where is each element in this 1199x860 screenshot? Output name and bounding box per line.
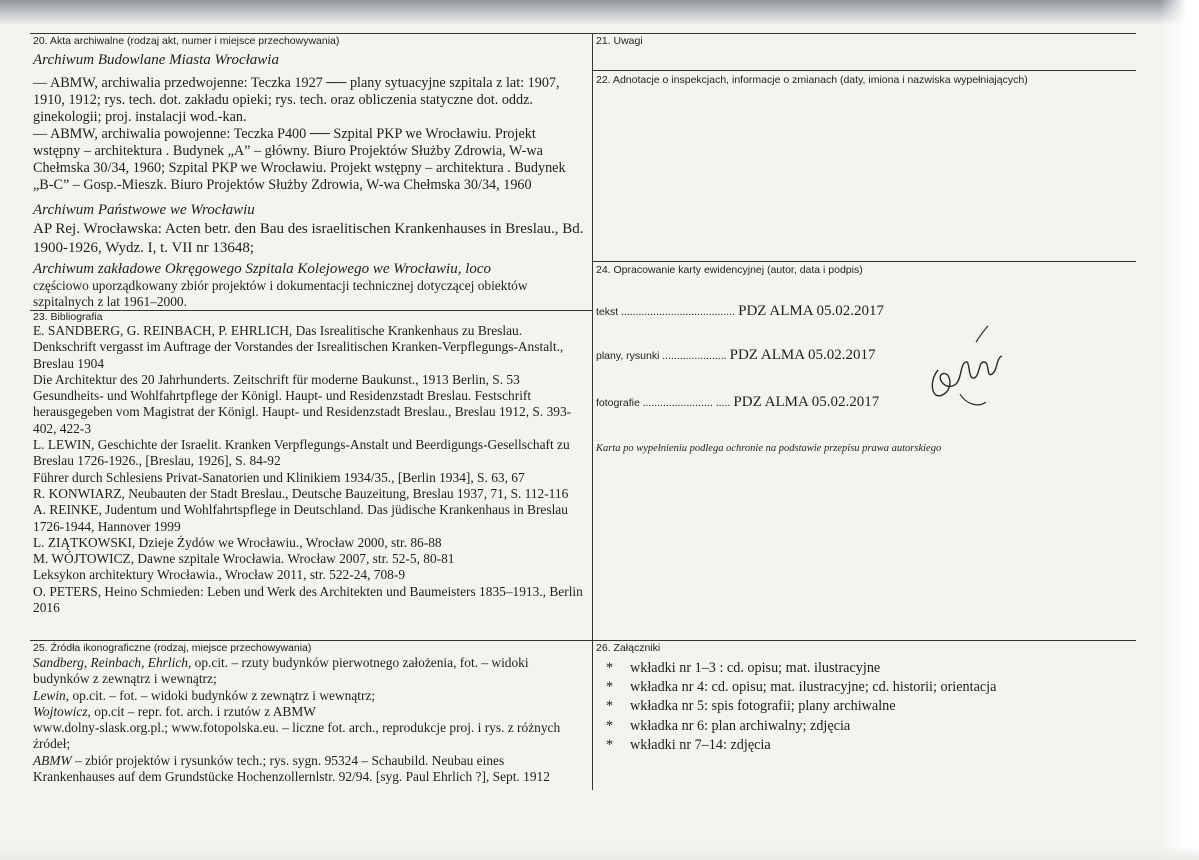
attachment-item: * wkładki nr 7–14: zdjęcia	[606, 736, 996, 755]
rule-right-22	[592, 70, 1136, 71]
archive1-text	[33, 75, 585, 194]
bibliography-list	[33, 323, 588, 616]
rule-right-24	[592, 261, 1136, 262]
section-25-header: 25. Źródła ikonograficzne (rodzaj, miejsce przechowywania)	[33, 642, 312, 654]
bullet-icon: *	[606, 698, 614, 715]
form-row-text	[596, 303, 884, 320]
form-row-dots: .......................................	[618, 307, 739, 318]
section-26-header: 26. Załączniki	[596, 642, 661, 654]
bullet-icon: *	[606, 717, 614, 734]
attachment-item: * wkładka nr 6: plan archiwalny; zdjęcia	[606, 717, 996, 736]
form-row-dots: ......................	[659, 351, 730, 362]
handwritten-signature	[920, 322, 1010, 412]
scan-right-edge	[1159, 0, 1199, 860]
form-row-value: PDZ ALMA 05.02.2017	[738, 303, 884, 319]
section-23-header: 23. Bibliografia	[33, 311, 103, 323]
source-line: ABMW – zbiór projektów i rysunków tech.; rys. sygn. 95324 – Schaubild. Neubau eines Krankenhauses auf dem Grundstücke Hochenzollernlstr. 92/94. [syg. Paul Ehrlich ?], Sept. 1912	[33, 752, 550, 785]
scan-bottom-edge	[0, 846, 1199, 860]
section-21-header: 21. Uwagi	[596, 35, 643, 47]
attachment-item: * wkładka nr 4: cd. opisu; mat. ilustracyjne; cd. historii; orientacja	[606, 678, 996, 697]
archive2-text: AP Rej. Wrocławska: Acten betr. den Bau des israelitischen Krankenhauses in Breslau., Bd. 1900-1926, Wydz. I, t. VII nr 13648;	[33, 221, 584, 256]
bibliography-entry: Führer durch Schlesiens Privat-Sanatorien und Klinikiem 1934/35., [Berlin 1934], S. 63, 67	[33, 469, 525, 485]
rule-top	[30, 33, 1136, 34]
section-24-header: 24. Opracowanie karty ewidencyjnej (autor, data i podpis)	[596, 264, 863, 276]
bibliography-entry: E. SANDBERG, G. REINBACH, P. EHRLICH, Das Isrealitische Krankenhaus zu Breslau. Denkschrift vergasst im Auftrage der Vorstandes der Isrealitischen Kranken-Verpflegungs-Anstalt., Breslau 1904	[33, 323, 564, 371]
archive2-title: Archiwum Państwowe we Wrocławiu	[33, 202, 255, 218]
section-22-header: 22. Adnotacje o inspekcjach, informacje o zmianach (daty, imiona i nazwiska wypełniających)	[596, 74, 1028, 86]
form-row-label: fotografie	[596, 397, 640, 409]
section-20-header: 20. Akta archiwalne (rodzaj akt, numer i miejsce przechowywania)	[33, 35, 340, 47]
archive3-title: Archiwum zakładowe Okręgowego Szpitala Kolejowego we Wrocławiu, loco	[33, 261, 492, 277]
source-line: Lewin, op.cit. – fot. – widoki budynków z zewnątrz i wewnątrz;	[33, 687, 376, 703]
form-row-value: PDZ ALMA 05.02.2017	[733, 394, 880, 410]
rule-left-25	[30, 640, 592, 641]
archive3-text: częściowo uporządkowany zbiór projektów i dokumentacji technicznej dotyczącej obiektów szpitalnych z lat 1961–2000.	[33, 278, 528, 310]
archive1-paragraph-1: — ABMW, archiwalia przedwojenne: Teczka 1927 ── plany sytuacyjne szpitala z lat: 1907, 1910, 1912; rys. tech. dot. zakładu opieki; rys. tech. oraz obliczenia statyczne dot. oddz. ginekologii; proj. instalacji wod.-kan.	[33, 75, 560, 125]
archive1-paragraph-2: — ABMW, archiwalia powojenne: Teczka P400 ── Szpital PKP we Wrocławiu. Projekt wstępny – architektura . Budynek „A” – główny. Biuro Projektów Służby Zdrowia, W-wa Chełmska 30/34, 1960; Szpital PKP we Wrocławiu. Projekt wstępny – architektura . Budynek „B-C” – Gosp.-Mieszk. Biuro Projektów Służby Zdrowia, W-wa Chełmska 30/34, 1960	[33, 126, 566, 193]
form-row-label: plany, rysunki	[596, 350, 660, 362]
attachments-list	[606, 659, 996, 755]
source-line: www.dolny-slask.org.pl.; www.fotopolska.eu. – liczne fot. arch., reprodukcje proj. i rys. z różnych źródeł;	[33, 720, 561, 752]
scan-top-shadow	[0, 0, 1199, 24]
rule-center-vertical	[592, 33, 593, 790]
bibliography-entry: L. ZIĄTKOWSKI, Dzieje Żydów we Wrocławiu., Wrocław 2000, str. 86-88	[33, 534, 442, 550]
bibliography-entry: Gesundheits- und Wohlfahrtpflege der Königl. Haupt- und Residenzstadt Breslau. Festschrift herausgegeben vom Magistrat der Königl. Haupt- und Residenzstadt Breslau., Breslau 1912, S. 393-402, 422-3	[33, 388, 572, 436]
form-row-value: PDZ ALMA 05.02.2017	[729, 347, 876, 363]
bibliography-entry: L. LEWIN, Geschichte der Israelit. Kranken Verpflegungs-Anstalt und Beerdigungs-Gesellschaft zu Breslau 1726-1926., [Breslau, 1926], S. 84-92	[33, 437, 570, 469]
attachment-item: * wkładka nr 5: spis fotografii; plany archiwalne	[606, 697, 996, 716]
form-row-dots: ........................ .....	[639, 398, 734, 409]
form-row-label: tekst	[596, 306, 619, 318]
form-row-photos	[596, 394, 879, 411]
source-line: Sandberg, Reinbach, Ehrlich, op.cit. – rzuty budynków pierwotnego założenia, fot. – widoki budynków z zewnątrz i wewnątrz;	[33, 655, 529, 687]
bibliography-entry: M. WÓJTOWICZ, Dawne szpitale Wrocławia. Wrocław 2007, str. 52-5, 80-81	[33, 551, 455, 567]
copyright-note: Karta po wypełnieniu podlega ochronie na podstawie przepisu prawa autorskiego	[596, 443, 942, 454]
bullet-icon: *	[606, 679, 614, 696]
form-row-plans	[596, 347, 875, 364]
bibliography-entry: Die Architektur des 20 Jahrhunderts. Zeitschrift für moderne Baukunst., 1913 Berlin, S. 53	[33, 371, 520, 387]
bibliography-entry: A. REINKE, Judentum und Wohlfahrtspflege in Deutschland. Das jüdische Krankenhaus in Breslau 1726-1944, Hannover 1999	[33, 502, 568, 534]
bullet-icon: *	[606, 660, 614, 676]
rule-right-26	[592, 640, 1136, 641]
bullet-icon: *	[606, 736, 614, 753]
archive1-title: Archiwum Budowlane Miasta Wrocławia	[33, 52, 279, 68]
bibliography-entry: R. KONWIARZ, Neubauten der Stadt Breslau., Deutsche Bauzeitung, Breslau 1937, 71, S. 112-116	[33, 485, 569, 501]
bibliography-entry: Leksykon architektury Wrocławia., Wrocław 2011, str. 522-24, 708-9	[33, 567, 406, 583]
attachment-item: * wkładki nr 1–3 : cd. opisu; mat. ilustracyjne	[606, 659, 996, 678]
iconographic-sources	[33, 655, 588, 785]
bibliography-entry: O. PETERS, Heino Schmieden: Leben und Werk des Architekten und Baumeisters 1835–1913., Berlin 2016	[33, 583, 583, 616]
source-line: Wojtowicz, op.cit – repr. fot. arch. i rzutów z ABMW	[33, 703, 316, 719]
